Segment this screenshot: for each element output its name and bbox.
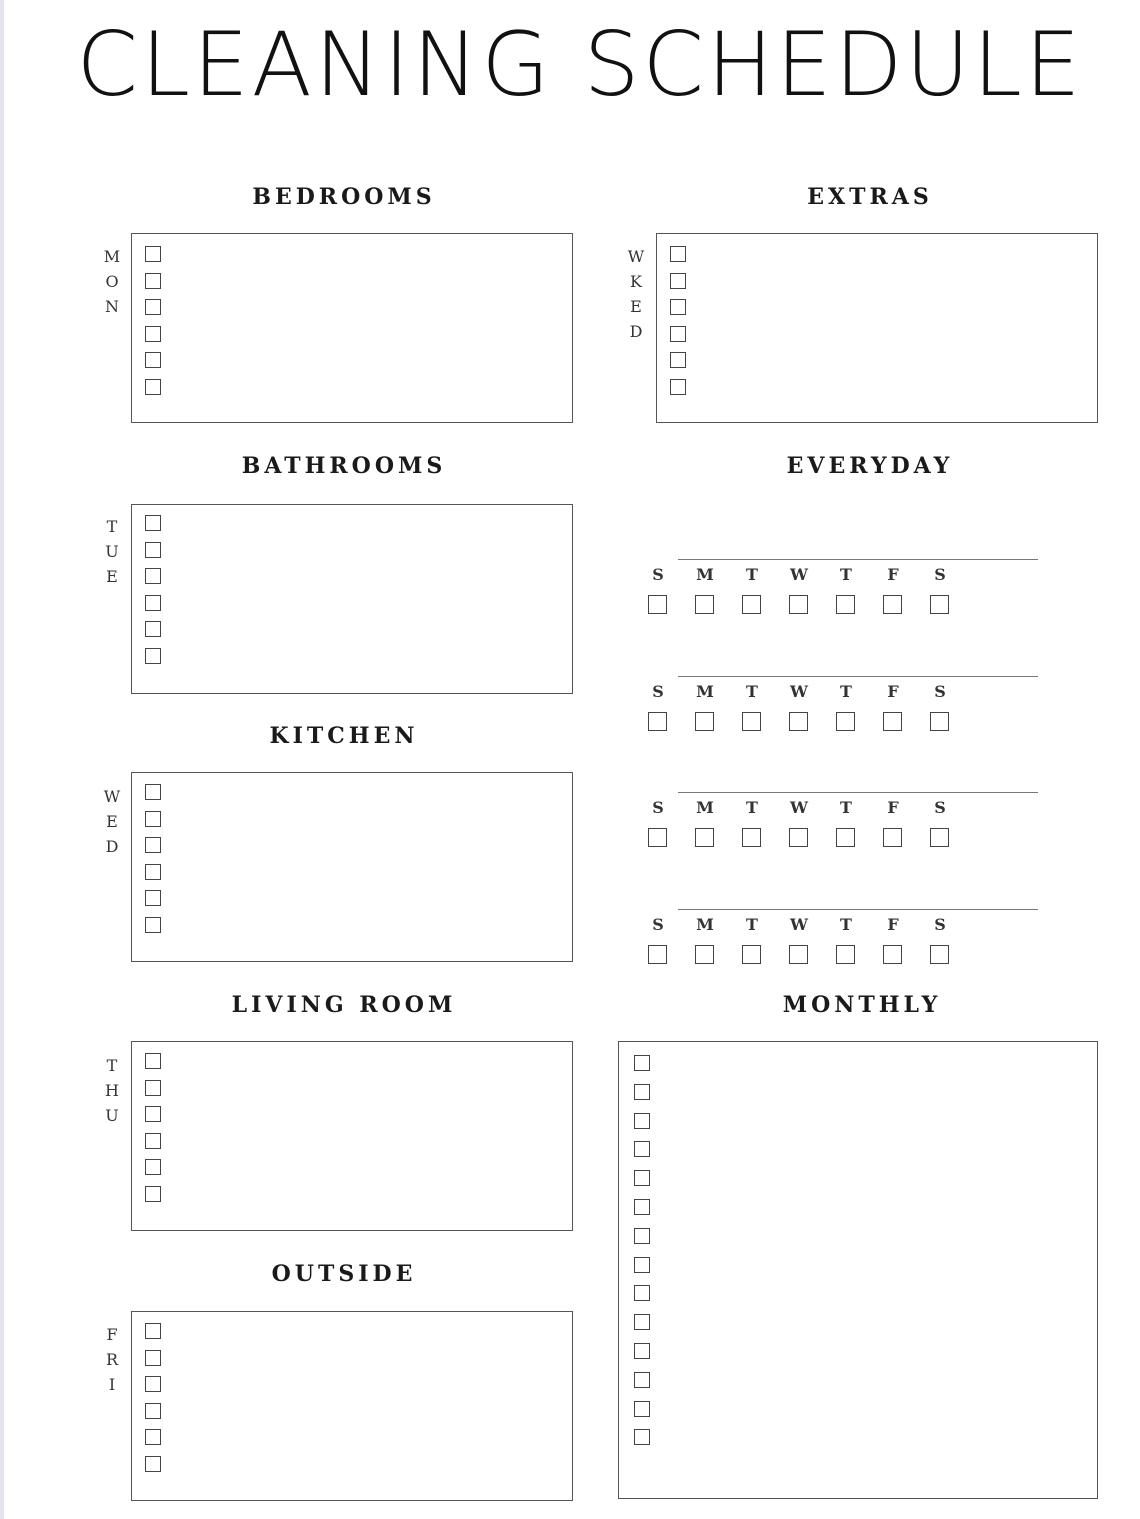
task-checkbox[interactable] xyxy=(634,1141,650,1157)
heading-living-room: LIVING ROOM xyxy=(231,992,457,1018)
weekday-letter: W xyxy=(790,798,808,817)
day-letter: E xyxy=(106,567,118,586)
weekday-column xyxy=(883,797,930,847)
heading-bathrooms: BATHROOMS xyxy=(241,453,447,479)
extras-box xyxy=(656,233,1098,423)
weekday-letter: M xyxy=(696,565,714,584)
task-checkbox[interactable] xyxy=(634,1113,650,1129)
task-checkbox[interactable] xyxy=(145,1159,161,1175)
task-checkbox[interactable] xyxy=(145,379,161,395)
task-checkbox[interactable] xyxy=(145,595,161,611)
heading-extras: EXTRAS xyxy=(807,184,933,210)
weekday-checkbox[interactable] xyxy=(648,945,667,964)
weekday-letter: S xyxy=(934,798,946,817)
task-checkbox[interactable] xyxy=(145,837,161,853)
weekday-column xyxy=(930,914,977,964)
weekday-column xyxy=(836,797,883,847)
task-checkbox[interactable] xyxy=(634,1429,650,1445)
weekday-letter: T xyxy=(746,682,758,701)
day-letter: E xyxy=(630,297,642,316)
weekday-letter: W xyxy=(790,915,808,934)
weekday-column xyxy=(930,681,977,731)
weekday-letter: S xyxy=(652,915,664,934)
extras-checklist xyxy=(670,246,686,395)
weekday-letter: T xyxy=(840,915,852,934)
weekday-checkbox[interactable] xyxy=(742,712,761,731)
weekday-checkbox[interactable] xyxy=(930,828,949,847)
task-checkbox[interactable] xyxy=(634,1199,650,1215)
weekday-letter: M xyxy=(696,915,714,934)
weekday-checkbox[interactable] xyxy=(789,828,808,847)
weekday-checkbox[interactable] xyxy=(930,595,949,614)
weekday-letter: S xyxy=(652,565,664,584)
task-checkbox[interactable] xyxy=(634,1257,650,1273)
day-letter: W xyxy=(103,787,121,806)
day-label-wked xyxy=(626,244,646,344)
task-checkbox[interactable] xyxy=(145,568,161,584)
day-letter: O xyxy=(105,272,119,291)
outside-box xyxy=(131,1311,573,1501)
weekday-checkbox[interactable] xyxy=(789,945,808,964)
page-title: CLEANING SCHEDULE xyxy=(76,13,1084,116)
weekday-letter: F xyxy=(887,682,899,701)
task-checkbox[interactable] xyxy=(670,299,686,315)
day-label-thu xyxy=(102,1053,122,1128)
task-checkbox[interactable] xyxy=(670,379,686,395)
weekday-letter: W xyxy=(790,565,808,584)
bedrooms-checklist xyxy=(145,246,161,395)
weekday-column xyxy=(648,564,695,614)
weekday-checkbox[interactable] xyxy=(695,712,714,731)
task-checkbox[interactable] xyxy=(145,917,161,933)
day-label-fri xyxy=(102,1322,122,1397)
weekday-checkbox[interactable] xyxy=(742,595,761,614)
weekday-letter: F xyxy=(887,798,899,817)
task-checkbox[interactable] xyxy=(145,1376,161,1392)
task-checkbox[interactable] xyxy=(670,326,686,342)
day-label-tue xyxy=(102,514,122,589)
weekday-checkbox[interactable] xyxy=(742,828,761,847)
task-checkbox[interactable] xyxy=(145,621,161,637)
task-checkbox[interactable] xyxy=(145,352,161,368)
weekday-checkbox[interactable] xyxy=(836,945,855,964)
weekday-checkbox[interactable] xyxy=(648,712,667,731)
weekday-letter: F xyxy=(887,915,899,934)
task-checkbox[interactable] xyxy=(634,1285,650,1301)
day-letter: M xyxy=(103,247,121,266)
weekday-column xyxy=(695,914,742,964)
weekday-checkbox[interactable] xyxy=(883,828,902,847)
weekday-letter: T xyxy=(840,682,852,701)
day-letter: U xyxy=(105,542,119,561)
weekday-letter: S xyxy=(652,798,664,817)
task-checkbox[interactable] xyxy=(145,273,161,289)
weekday-letter: S xyxy=(934,915,946,934)
weekday-column xyxy=(742,914,789,964)
weekday-letter: S xyxy=(934,682,946,701)
weekday-column xyxy=(930,797,977,847)
weekday-checkbox[interactable] xyxy=(648,595,667,614)
task-checkbox[interactable] xyxy=(670,273,686,289)
task-checkbox[interactable] xyxy=(145,246,161,262)
task-checkbox[interactable] xyxy=(634,1372,650,1388)
day-letter: U xyxy=(105,1106,119,1125)
day-letter: T xyxy=(106,1056,118,1075)
task-checkbox[interactable] xyxy=(145,1133,161,1149)
weekday-column xyxy=(742,564,789,614)
heading-everyday: EVERYDAY xyxy=(786,453,954,479)
living-room-box xyxy=(131,1041,573,1231)
task-checkbox[interactable] xyxy=(634,1055,650,1071)
day-letter: H xyxy=(105,1081,119,1100)
task-checkbox[interactable] xyxy=(634,1170,650,1186)
weekday-checkbox[interactable] xyxy=(742,945,761,964)
weekday-checkbox[interactable] xyxy=(789,595,808,614)
task-checkbox[interactable] xyxy=(145,515,161,531)
weekday-column xyxy=(695,681,742,731)
weekday-letter: T xyxy=(746,565,758,584)
heading-kitchen: KITCHEN xyxy=(269,723,419,749)
monthly-box xyxy=(618,1041,1098,1499)
weekday-checkbox[interactable] xyxy=(883,712,902,731)
weekday-checkbox[interactable] xyxy=(695,945,714,964)
task-checkbox[interactable] xyxy=(145,1350,161,1366)
weekday-letter: S xyxy=(934,565,946,584)
weekday-column xyxy=(789,914,836,964)
weekday-column xyxy=(789,681,836,731)
bathrooms-box xyxy=(131,504,573,694)
day-letter: E xyxy=(106,812,118,831)
day-letter: D xyxy=(629,322,643,341)
page-edge xyxy=(0,0,4,1519)
weekday-column xyxy=(648,681,695,731)
heading-monthly: MONTHLY xyxy=(782,992,942,1018)
task-checkbox[interactable] xyxy=(145,784,161,800)
weekday-column xyxy=(648,797,695,847)
weekday-column xyxy=(742,681,789,731)
weekday-letter: W xyxy=(790,682,808,701)
weekday-column xyxy=(883,564,930,614)
everyday-week-2 xyxy=(648,676,1048,736)
day-letter: R xyxy=(105,1350,119,1369)
weekday-column xyxy=(883,914,930,964)
weekday-checkbox[interactable] xyxy=(930,712,949,731)
task-checkbox[interactable] xyxy=(145,1106,161,1122)
bedrooms-box xyxy=(131,233,573,423)
weekday-column xyxy=(695,797,742,847)
weekday-letter: T xyxy=(840,798,852,817)
bathrooms-checklist xyxy=(145,515,161,664)
task-checkbox[interactable] xyxy=(634,1401,650,1417)
task-checkbox[interactable] xyxy=(145,1053,161,1069)
task-checkbox[interactable] xyxy=(670,352,686,368)
weekday-checkbox[interactable] xyxy=(883,945,902,964)
weekday-checkbox[interactable] xyxy=(789,712,808,731)
weekday-column xyxy=(836,681,883,731)
weekday-letter: F xyxy=(887,565,899,584)
task-checkbox[interactable] xyxy=(634,1314,650,1330)
day-letter: W xyxy=(627,247,645,266)
weekday-checkbox[interactable] xyxy=(695,595,714,614)
weekday-checkbox[interactable] xyxy=(695,828,714,847)
task-checkbox[interactable] xyxy=(145,864,161,880)
weekday-column xyxy=(836,564,883,614)
weekday-column xyxy=(695,564,742,614)
task-checkbox[interactable] xyxy=(145,1186,161,1202)
task-checkbox[interactable] xyxy=(145,299,161,315)
weekday-column xyxy=(742,797,789,847)
task-checkbox[interactable] xyxy=(145,811,161,827)
task-checkbox[interactable] xyxy=(145,326,161,342)
day-label-wed xyxy=(102,784,122,859)
task-checkbox[interactable] xyxy=(145,1403,161,1419)
weekday-checkbox[interactable] xyxy=(836,828,855,847)
day-letter: N xyxy=(105,297,119,316)
heading-outside: OUTSIDE xyxy=(271,1261,417,1287)
kitchen-checklist xyxy=(145,784,161,933)
weekday-checkbox[interactable] xyxy=(883,595,902,614)
everyday-week-4 xyxy=(648,909,1048,969)
kitchen-box xyxy=(131,772,573,962)
day-letter: I xyxy=(108,1375,116,1394)
weekday-column xyxy=(836,914,883,964)
everyday-week-3 xyxy=(648,792,1048,852)
weekday-column xyxy=(930,564,977,614)
task-checkbox[interactable] xyxy=(634,1343,650,1359)
weekday-checkbox[interactable] xyxy=(648,828,667,847)
weekday-letter: T xyxy=(840,565,852,584)
weekday-checkbox[interactable] xyxy=(836,712,855,731)
day-letter: D xyxy=(105,837,119,856)
task-checkbox[interactable] xyxy=(634,1228,650,1244)
weekday-checkbox[interactable] xyxy=(836,595,855,614)
day-letter: F xyxy=(106,1325,118,1344)
weekday-column xyxy=(648,914,695,964)
day-letter: T xyxy=(106,517,118,536)
day-label-mon xyxy=(102,244,122,319)
weekday-letter: T xyxy=(746,798,758,817)
task-checkbox[interactable] xyxy=(145,1080,161,1096)
weekday-letter: S xyxy=(652,682,664,701)
weekday-letter: T xyxy=(746,915,758,934)
task-checkbox[interactable] xyxy=(145,890,161,906)
everyday-week-1 xyxy=(648,559,1048,619)
task-checkbox[interactable] xyxy=(634,1084,650,1100)
task-checkbox[interactable] xyxy=(145,648,161,664)
task-checkbox[interactable] xyxy=(145,1456,161,1472)
task-checkbox[interactable] xyxy=(670,246,686,262)
weekday-letter: M xyxy=(696,798,714,817)
living-room-checklist xyxy=(145,1053,161,1202)
weekday-column xyxy=(789,564,836,614)
weekday-letter: M xyxy=(696,682,714,701)
day-letter: K xyxy=(630,272,642,291)
outside-checklist xyxy=(145,1323,161,1472)
task-checkbox[interactable] xyxy=(145,1323,161,1339)
task-checkbox[interactable] xyxy=(145,1429,161,1445)
heading-bedrooms: BEDROOMS xyxy=(252,184,436,210)
monthly-checklist xyxy=(634,1055,650,1445)
weekday-column xyxy=(789,797,836,847)
task-checkbox[interactable] xyxy=(145,542,161,558)
weekday-column xyxy=(883,681,930,731)
weekday-checkbox[interactable] xyxy=(930,945,949,964)
